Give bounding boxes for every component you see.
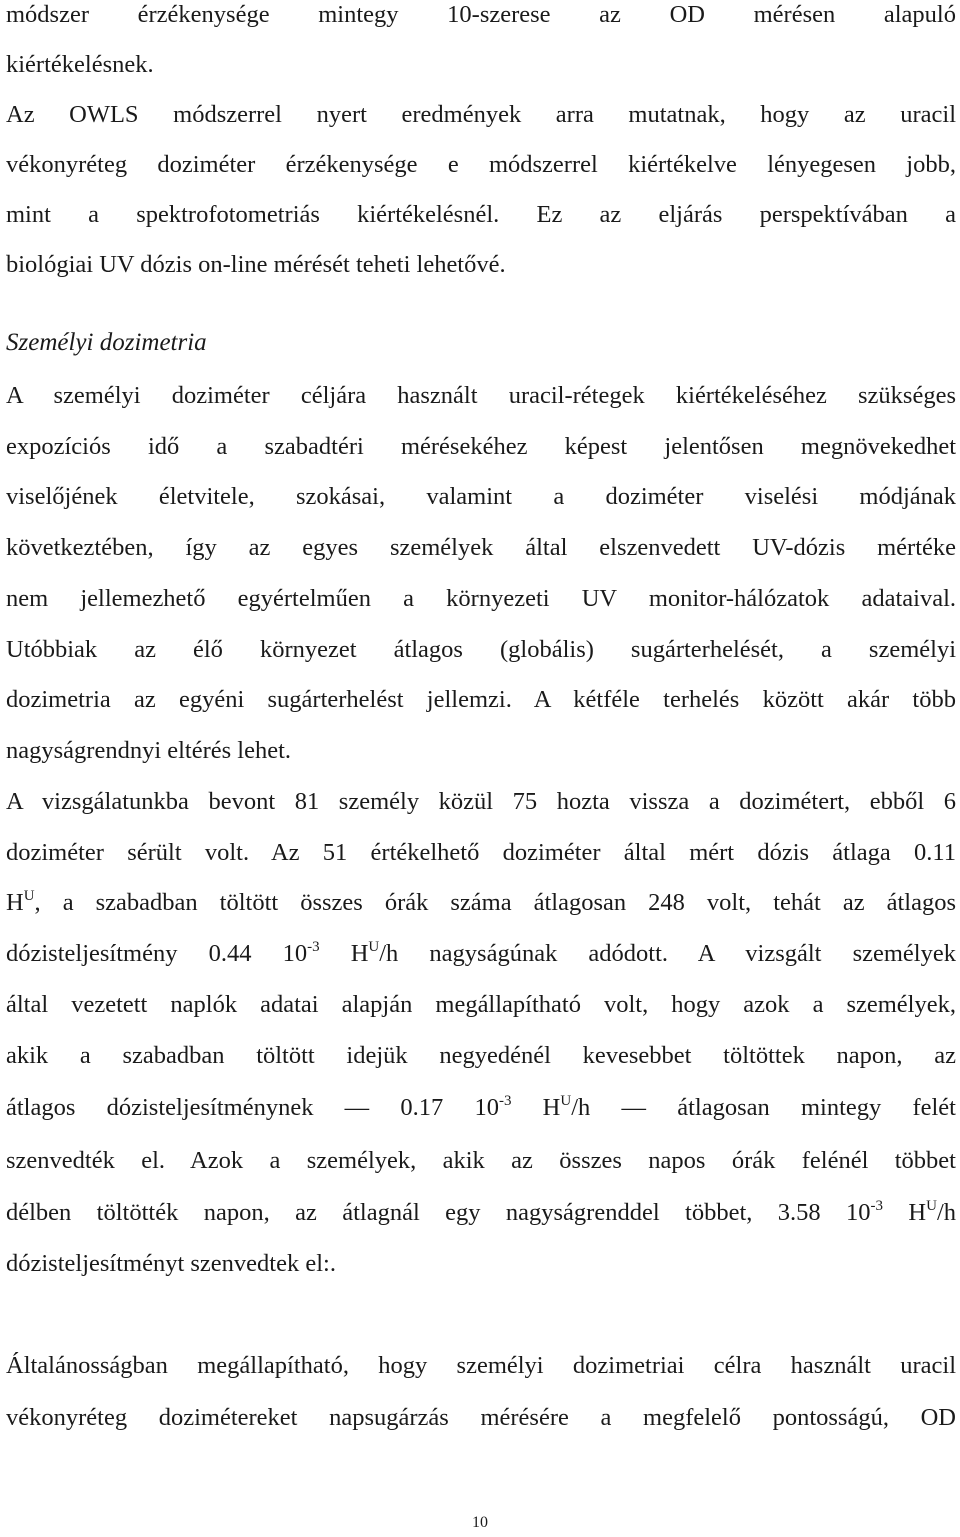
text-line: doziméter sérült volt. Az 51 értékelhető doziméter által mért dózis átlaga 0.11 (6, 839, 956, 866)
text-line-with-superscript (6, 888, 956, 918)
section-heading: Személyi dozimetria (6, 329, 207, 356)
superscript: U (23, 888, 35, 904)
text-span: H (511, 1094, 561, 1121)
text-line: következtében, így az egyes személyek által elszenvedett UV-dózis mértéke (6, 534, 956, 561)
text-span: H (319, 940, 369, 967)
text-line-with-superscript (6, 1093, 956, 1123)
text-line-with-superscript (6, 939, 956, 969)
text-line-with-superscript (6, 1198, 956, 1228)
text-line: Az OWLS módszerrel nyert eredmények arra mutatnak, hogy az uracil (6, 101, 956, 128)
text-line: dozimetria az egyéni sugárterhelést jellemzi. A kétféle terhelés között akár több (6, 686, 956, 713)
text-span: H (6, 889, 24, 916)
text-span: /h — átlagosan mintegy felét (571, 1094, 956, 1121)
text-line: nem jellemezhető egyértelműen a környezeti UV monitor-hálózatok adataival. (6, 585, 956, 612)
text-span: dózisteljesítmény 0.44 10 (6, 940, 308, 967)
text-line: Általánosságban megállapítható, hogy személyi dozimetriai célra használt uracil (6, 1352, 956, 1379)
text-span: H (883, 1199, 927, 1226)
text-line: Utóbbiak az élő környezet átlagos (globális) sugárterhelését, a személyi (6, 636, 956, 663)
text-span: /h (936, 1199, 956, 1226)
superscript: -3 (498, 1093, 512, 1109)
text-line: biológiai UV dózis on-line mérését teheti lehetővé. (6, 251, 506, 278)
superscript: U (926, 1198, 937, 1214)
superscript: U (368, 939, 380, 955)
text-line: szenvedték el. Azok a személyek, akik az összes napos órák felénél többet (6, 1147, 956, 1174)
text-span: délben töltötték napon, az átlagnál egy nagyságrenddel többet, 3.58 10 (6, 1199, 871, 1226)
text-line: dózisteljesítményt szenvedtek el:. (6, 1250, 336, 1277)
text-span: , a szabadban töltött összes órák száma átlagosan 248 volt, tehát az átlagos (34, 889, 956, 916)
text-span: átlagos dózisteljesítménynek — 0.17 10 (6, 1094, 499, 1121)
text-line: A személyi doziméter céljára használt uracil-rétegek kiértékeléséhez szükséges (6, 382, 956, 409)
text-line: expozíciós idő a szabadtéri mérésekéhez képest jelentősen megnövekedhet (6, 433, 956, 460)
text-line: kiértékelésnek. (6, 51, 154, 78)
text-line: által vezetett naplók adatai alapján megállapítható volt, hogy azok a személyek, (6, 991, 956, 1018)
text-line: akik a szabadban töltött idejük negyedénél kevesebbet töltöttek napon, az (6, 1042, 956, 1069)
superscript: -3 (870, 1198, 884, 1214)
superscript: -3 (307, 939, 320, 955)
page-number: 10 (472, 1514, 488, 1531)
text-line: A vizsgálatunkba bevont 81 személy közül 75 hozta vissza a dozimétert, ebből 6 (6, 788, 956, 815)
text-line: nagyságrendnyi eltérés lehet. (6, 737, 292, 764)
text-line: módszer érzékenysége mintegy 10-szerese az OD mérésen alapuló (6, 1, 956, 28)
text-line: viselőjének életvitele, szokásai, valamint a doziméter viselési módjának (6, 483, 956, 510)
text-line: vékonyréteg dozimétereket napsugárzás mérésére a megfelelő pontosságú, OD (6, 1404, 956, 1431)
text-span: /h nagyságúnak adódott. A vizsgált személyek (379, 940, 956, 967)
superscript: U (560, 1093, 572, 1109)
text-line: mint a spektrofotometriás kiértékelésnél. Ez az eljárás perspektívában a (6, 201, 956, 228)
text-line: vékonyréteg doziméter érzékenysége e módszerrel kiértékelve lényegesen jobb, (6, 151, 956, 178)
